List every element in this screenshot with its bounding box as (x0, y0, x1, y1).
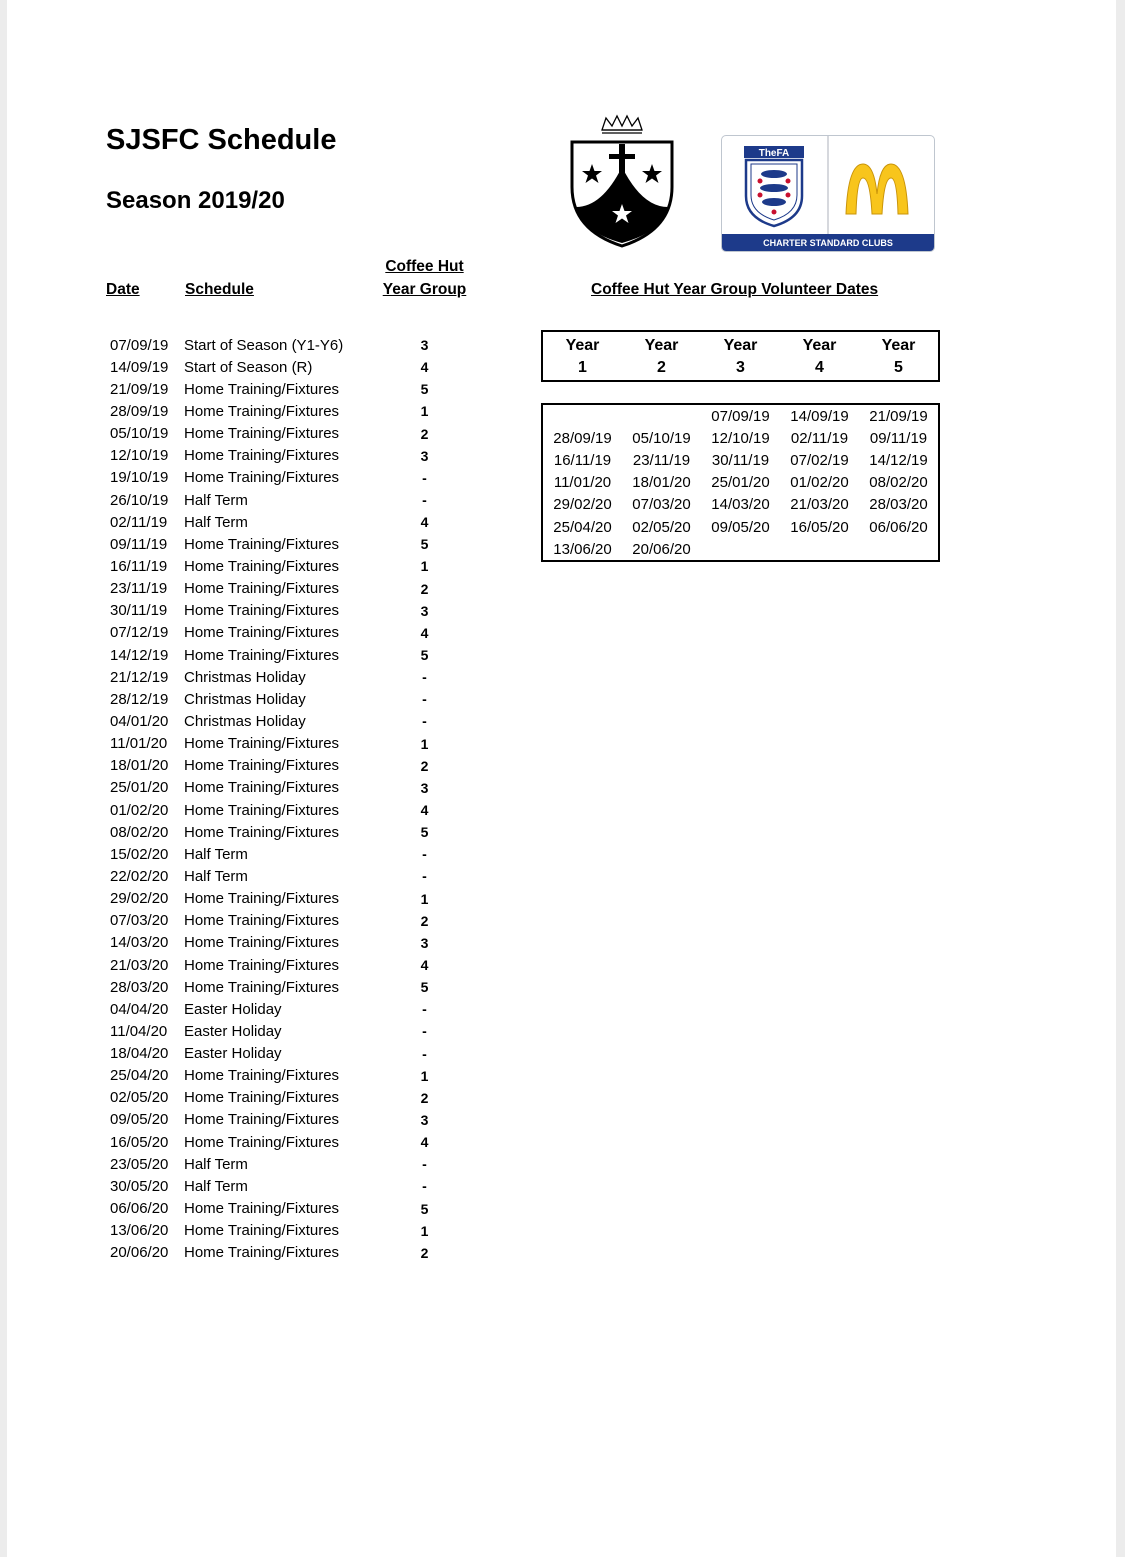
schedule-date: 20/06/20 (110, 1244, 169, 1262)
table-row (110, 1197, 460, 1219)
schedule-date: 18/04/20 (110, 1045, 169, 1063)
schedule-event: Home Training/Fixtures (184, 1244, 340, 1262)
schedule-year-group: - (422, 1023, 427, 1040)
volunteer-date-cell: 23/11/19 (632, 451, 691, 469)
schedule-event: Easter Holiday (184, 1022, 282, 1040)
schedule-year-group: 1 (420, 558, 429, 575)
schedule-date: 16/05/20 (110, 1133, 169, 1151)
table-row (110, 1087, 460, 1109)
table-row (110, 555, 460, 577)
schedule-year-group: - (422, 846, 427, 863)
schedule-event: Half Term (184, 1155, 248, 1173)
table-row (110, 865, 460, 887)
schedule-event: Home Training/Fixtures (184, 380, 340, 398)
schedule-date: 09/11/19 (110, 535, 168, 553)
volunteer-date-cell: 16/05/20 (790, 518, 849, 536)
volunteer-date-cell: 07/02/19 (790, 451, 849, 469)
schedule-year-group: - (422, 669, 427, 686)
schedule-date: 16/11/19 (110, 557, 168, 575)
schedule-year-group: 5 (420, 979, 429, 996)
volunteer-date-cell: 09/11/19 (869, 429, 928, 447)
table-row (110, 688, 460, 710)
schedule-event: Home Training/Fixtures (184, 978, 340, 996)
table-row (110, 489, 460, 511)
schedule-year-group: 2 (420, 1244, 429, 1261)
table-row (110, 1043, 460, 1065)
schedule-event: Home Training/Fixtures (184, 425, 340, 443)
table-row (110, 400, 460, 422)
schedule-year-group: - (422, 691, 427, 708)
schedule-table (110, 334, 460, 1264)
header-volunteer-dates: Coffee Hut Year Group Volunteer Dates (591, 281, 879, 298)
schedule-date: 04/01/20 (110, 712, 169, 730)
header-date: Date (106, 281, 140, 298)
document-page (7, 0, 1116, 1557)
schedule-year-group: 4 (420, 624, 429, 641)
table-row (110, 533, 460, 555)
table-row (110, 954, 460, 976)
schedule-date: 30/11/19 (110, 602, 168, 620)
table-row (110, 467, 460, 489)
volunteer-date-cell: 20/06/20 (632, 540, 691, 558)
volunteer-date-cell: 30/11/19 (711, 451, 770, 469)
schedule-event: Home Training/Fixtures (184, 602, 340, 620)
table-row (110, 378, 460, 400)
volunteer-date-cell: 28/03/20 (869, 496, 928, 514)
year-number: 3 (736, 359, 745, 376)
volunteer-date-cell: 12/10/19 (711, 429, 770, 447)
volunteer-date-cell: 16/11/19 (553, 451, 612, 469)
year-label: Year (802, 337, 837, 354)
schedule-date: 06/06/20 (110, 1200, 169, 1218)
volunteer-date-cell: 25/04/20 (553, 518, 612, 536)
schedule-date: 14/09/19 (110, 358, 169, 376)
schedule-event: Christmas Holiday (184, 668, 306, 686)
schedule-year-group: 4 (420, 957, 429, 973)
schedule-event: Home Training/Fixtures (184, 1200, 340, 1218)
schedule-year-group: - (422, 492, 427, 509)
table-row (110, 334, 460, 356)
volunteer-date-cell: 07/09/19 (711, 407, 770, 425)
schedule-event: Home Training/Fixtures (184, 779, 340, 797)
volunteer-date-cell: 14/12/19 (869, 451, 928, 469)
schedule-year-group: 5 (420, 381, 429, 398)
schedule-date: 02/11/19 (110, 513, 168, 531)
table-row (110, 821, 460, 843)
schedule-year-group: 3 (420, 447, 429, 464)
year-column-header (859, 332, 938, 380)
volunteer-date-cell: 18/01/20 (632, 474, 691, 492)
year-number: 1 (578, 359, 587, 376)
schedule-date: 23/11/19 (110, 580, 168, 598)
schedule-date: 25/04/20 (110, 1067, 169, 1085)
season-subtitle: Season 2019/20 (106, 187, 285, 214)
year-header-box (541, 330, 940, 382)
table-row (110, 1065, 460, 1087)
schedule-event: Start of Season (R) (184, 358, 313, 376)
schedule-year-group: 2 (420, 580, 429, 597)
schedule-year-group: 3 (420, 1111, 429, 1128)
schedule-date: 28/12/19 (110, 690, 169, 708)
schedule-year-group: - (422, 1178, 427, 1195)
schedule-date: 22/02/20 (110, 867, 169, 885)
schedule-event: Start of Season (Y1-Y6) (184, 336, 344, 354)
volunteer-date-cell: 14/09/19 (790, 407, 849, 425)
schedule-event: Home Training/Fixtures (184, 1067, 340, 1085)
year-column-header (543, 332, 622, 380)
schedule-date: 30/05/20 (110, 1177, 169, 1195)
year-column-header (780, 332, 859, 380)
table-row (110, 1109, 460, 1131)
table-row (110, 843, 460, 865)
volunteer-dates-box (541, 403, 940, 562)
schedule-date: 12/10/19 (110, 447, 169, 465)
schedule-event: Christmas Holiday (184, 690, 306, 708)
schedule-year-group: 1 (420, 1222, 429, 1239)
table-row (110, 710, 460, 732)
table-row (110, 600, 460, 622)
schedule-event: Home Training/Fixtures (184, 447, 340, 465)
schedule-event: Home Training/Fixtures (184, 912, 340, 930)
volunteer-date-cell: 02/05/20 (632, 518, 691, 536)
schedule-event: Home Training/Fixtures (184, 646, 340, 664)
schedule-event: Easter Holiday (184, 1000, 282, 1018)
volunteer-row (543, 516, 938, 538)
table-row (110, 578, 460, 600)
schedule-event: Home Training/Fixtures (184, 535, 340, 553)
schedule-event: Home Training/Fixtures (184, 402, 340, 420)
table-row (110, 644, 460, 666)
page-title: SJSFC Schedule (106, 124, 337, 156)
table-row (110, 932, 460, 954)
volunteer-date-cell: 14/03/20 (711, 496, 770, 514)
volunteer-date-cell: 11/01/20 (553, 474, 612, 492)
schedule-event: Christmas Holiday (184, 712, 306, 730)
schedule-date: 14/12/19 (110, 646, 169, 664)
schedule-year-group: 4 (420, 1134, 429, 1151)
schedule-year-group: 3 (420, 337, 429, 354)
fa-charter-standard-logo (721, 135, 935, 252)
schedule-event: Home Training/Fixtures (184, 890, 340, 908)
schedule-year-group: 4 (420, 359, 429, 376)
table-row (110, 1220, 460, 1242)
schedule-year-group: - (422, 1001, 427, 1018)
table-row (110, 1020, 460, 1042)
header-coffee-line2: Year Group (382, 281, 467, 298)
schedule-year-group: - (422, 713, 427, 730)
table-row (110, 888, 460, 910)
volunteer-date-cell: 25/01/20 (711, 474, 770, 492)
year-label: Year (881, 337, 916, 354)
schedule-year-group: 3 (420, 934, 429, 951)
table-row (110, 976, 460, 998)
schedule-event: Half Term (184, 1177, 248, 1195)
schedule-event: Home Training/Fixtures (184, 934, 340, 952)
fa-mcdonalds-icon (722, 136, 934, 251)
schedule-date: 18/01/20 (110, 757, 169, 775)
schedule-year-group: 1 (420, 735, 429, 752)
volunteer-row (543, 405, 938, 427)
header-coffee-hut (377, 255, 472, 301)
schedule-date: 05/10/19 (110, 425, 169, 443)
schedule-year-group: 2 (420, 757, 429, 774)
schedule-event: Easter Holiday (184, 1045, 282, 1063)
table-row (110, 733, 460, 755)
schedule-year-group: 1 (420, 403, 429, 420)
fa-logo-text: TheFA (758, 148, 790, 159)
schedule-date: 08/02/20 (110, 823, 169, 841)
year-label: Year (565, 337, 600, 354)
schedule-date: 25/01/20 (110, 779, 169, 797)
volunteer-date-cell: 01/02/20 (790, 474, 849, 492)
schedule-event: Home Training/Fixtures (184, 624, 340, 642)
schedule-year-group: 5 (420, 1200, 429, 1217)
table-row (110, 799, 460, 821)
volunteer-date-cell: 06/06/20 (869, 518, 928, 536)
table-row (110, 511, 460, 533)
schedule-date: 29/02/20 (110, 890, 169, 908)
schedule-year-group: 2 (420, 425, 429, 442)
schedule-year-group: 2 (420, 912, 429, 929)
schedule-year-group: 1 (420, 1067, 429, 1084)
schedule-date: 23/05/20 (110, 1155, 169, 1173)
schedule-year-group: 4 (420, 802, 429, 819)
schedule-date: 14/03/20 (110, 934, 169, 952)
table-row (110, 910, 460, 932)
volunteer-date-cell: 09/05/20 (711, 518, 770, 536)
schedule-date: 07/12/19 (110, 624, 169, 642)
year-number: 2 (657, 359, 666, 376)
year-number: 5 (894, 359, 903, 376)
schedule-date: 21/12/19 (110, 668, 169, 686)
schedule-date: 11/01/20 (110, 735, 168, 753)
table-row (110, 445, 460, 467)
schedule-year-group: 4 (420, 514, 429, 531)
table-row (110, 622, 460, 644)
schedule-year-group: 5 (420, 647, 429, 664)
schedule-year-group: 5 (420, 824, 429, 841)
schedule-year-group: 5 (420, 536, 429, 553)
volunteer-row (543, 494, 938, 516)
schedule-event: Half Term (184, 513, 248, 531)
volunteer-date-cell: 21/03/20 (790, 496, 849, 514)
year-column-header (701, 332, 780, 380)
schedule-date: 21/03/20 (110, 956, 169, 974)
schedule-year-group: - (422, 868, 427, 885)
year-number: 4 (815, 359, 824, 376)
volunteer-date-cell: 07/03/20 (632, 496, 691, 514)
table-row (110, 423, 460, 445)
volunteer-date-cell: 08/02/20 (869, 474, 928, 492)
schedule-event: Home Training/Fixtures (184, 580, 340, 598)
volunteer-date-cell: 29/02/20 (553, 496, 612, 514)
schedule-event: Home Training/Fixtures (184, 1222, 340, 1240)
schedule-date: 13/06/20 (110, 1222, 169, 1240)
schedule-date: 28/09/19 (110, 402, 169, 420)
volunteer-date-cell: 02/11/19 (790, 429, 849, 447)
schedule-event: Half Term (184, 491, 248, 509)
schedule-event: Home Training/Fixtures (184, 469, 340, 487)
table-row (110, 755, 460, 777)
volunteer-date-cell: 05/10/19 (632, 429, 691, 447)
header-schedule: Schedule (185, 281, 254, 298)
schedule-date: 26/10/19 (110, 491, 169, 509)
schedule-event: Half Term (184, 867, 248, 885)
schedule-date: 07/09/19 (110, 336, 169, 354)
volunteer-row (543, 472, 938, 494)
header-coffee-line1: Coffee Hut (385, 258, 464, 275)
table-row (110, 1153, 460, 1175)
schedule-date: 28/03/20 (110, 978, 169, 996)
volunteer-row (543, 449, 938, 471)
schedule-date: 15/02/20 (110, 845, 169, 863)
schedule-event: Home Training/Fixtures (184, 823, 340, 841)
schedule-year-group: 3 (420, 779, 429, 796)
schedule-event: Home Training/Fixtures (184, 735, 340, 753)
year-label: Year (644, 337, 679, 354)
volunteer-date-cell: 13/06/20 (553, 540, 612, 558)
schedule-date: 21/09/19 (110, 380, 169, 398)
year-column-header (622, 332, 701, 380)
fa-banner-text: CHARTER STANDARD CLUBS (763, 238, 893, 248)
schedule-event: Home Training/Fixtures (184, 1133, 340, 1151)
schedule-date: 11/04/20 (110, 1022, 168, 1040)
volunteer-date-cell: 28/09/19 (553, 429, 612, 447)
schedule-event: Home Training/Fixtures (184, 801, 340, 819)
schedule-date: 07/03/20 (110, 912, 169, 930)
schedule-event: Home Training/Fixtures (184, 757, 340, 775)
schedule-date: 02/05/20 (110, 1089, 169, 1107)
schedule-date: 01/02/20 (110, 801, 169, 819)
volunteer-row (543, 538, 938, 560)
table-row (110, 998, 460, 1020)
schedule-year-group: 3 (420, 602, 429, 619)
table-row (110, 356, 460, 378)
schedule-year-group: 1 (420, 890, 429, 907)
volunteer-row (543, 427, 938, 449)
schedule-event: Half Term (184, 845, 248, 863)
schedule-year-group: - (422, 1045, 427, 1062)
schedule-year-group: 2 (420, 1089, 429, 1106)
schedule-date: 19/10/19 (110, 469, 169, 487)
table-row (110, 1242, 460, 1264)
schedule-date: 09/05/20 (110, 1111, 169, 1129)
table-row (110, 666, 460, 688)
schedule-date: 04/04/20 (110, 1000, 169, 1018)
schedule-year-group: - (422, 1156, 427, 1173)
table-row (110, 1131, 460, 1153)
schedule-event: Home Training/Fixtures (184, 1111, 340, 1129)
volunteer-date-cell: 21/09/19 (869, 407, 928, 425)
table-row (110, 777, 460, 799)
year-label: Year (723, 337, 758, 354)
schedule-event: Home Training/Fixtures (184, 1089, 340, 1107)
club-crest-icon (562, 112, 682, 252)
schedule-event: Home Training/Fixtures (184, 557, 340, 575)
table-row (110, 1175, 460, 1197)
schedule-year-group: - (422, 469, 427, 486)
schedule-event: Home Training/Fixtures (184, 956, 340, 974)
